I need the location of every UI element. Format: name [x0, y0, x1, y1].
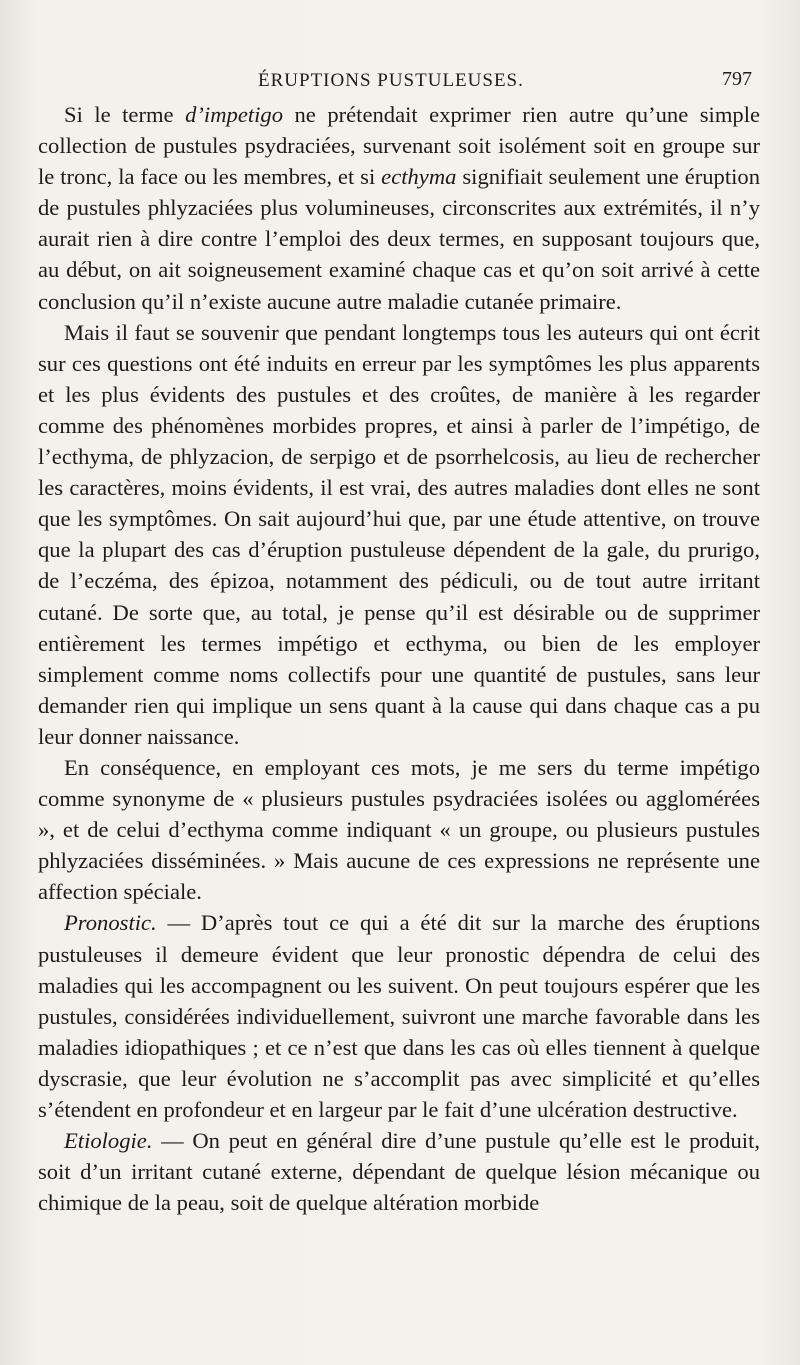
paragraph-etiology — [38, 1125, 760, 1218]
paragraph-prognosis — [38, 907, 760, 1125]
italic-term: d’impetigo — [185, 102, 283, 127]
running-title: ÉRUPTIONS PUSTULEUSES. — [258, 70, 524, 91]
paragraph-consequence: En conséquence, en employant ces mots, je me sers du terme impétigo comme synonyme de « plusieurs pustules psydraciées isolées ou agglomérées », et de celui d’ecthyma comme indiquant « un groupe, ou plusieurs pustules phlyzaciées disséminées. » Mais aucune de ces expressions ne représente une affection spéciale. — [38, 754, 760, 905]
text-segment: Si le terme — [64, 102, 186, 127]
text-segment: — D’après tout ce qui a été dit sur la marche des éruptions pustuleuses il demeure évident que leur pronostic dépendra de celui des maladies qui les accompagnent ou les suivent. On peut toujours espérer que les pustules, considérées individuellement, suivront une marche favorable dans les maladies idiopathiques ; et ce n’est que dans les cas où elles tiennent à quelque dyscrasie, que leur évolution ne s’accomplit pas avec simplicité et qu’elles s’étendent en profondeur et en largeur par le fait d’une ulcération destructive. — [38, 910, 760, 1122]
page-header — [38, 68, 760, 98]
page-number: 797 — [722, 68, 752, 90]
text-segment: ne prétendait exprimer rien autre qu’une simple collection de pustules psydraciées, survenant soit isolément soit en groupe sur le tronc, la face ou les membres, et si — [38, 102, 761, 190]
section-heading-prognosis: Pronostic. — [64, 910, 157, 936]
section-heading-etiology: Etiologie. — [64, 1128, 153, 1154]
text-segment: — On peut en général dire d’une pustule qu’elle est le produit, soit d’un irritant cutané externe, dépendant de quelque lésion mécanique ou chimique de la peau, soit de quelque altération morbide — [38, 1128, 760, 1216]
paragraph-impetigo-ecthyma — [38, 99, 760, 317]
text-segment: signifiait seulement une éruption de pustules phlyzaciées plus volumineuses, circonscrites aux extrémités, il n’y aurait rien à dire contre l’emploi des deux termes, en supposant toujours que, au début, on ait soigneusement examiné chaque cas et qu’on soit arrivé à cette conclusion qu’il n’existe aucune autre maladie cutanée primaire. — [38, 164, 760, 314]
italic-term: ecthyma — [381, 164, 457, 190]
body-text — [38, 99, 760, 1218]
paragraph-historical-error: Mais il faut se souvenir que pendant longtemps tous les auteurs qui ont écrit sur ces questions ont été induits en erreur par les symptômes les plus apparents et les plus évidents des pustules et des croûtes, de manière à les regarder comme des phénomènes morbides propres, et ainsi à parler de l’impétigo, de l’ecthyma, de phlyzacion, de serpigo et de psorrhelcosis, au lieu de rechercher les caractères, moins évidents, il est vrai, des autres maladies dont elles ne sont que les symptômes. On sait aujourd’hui que, par une étude attentive, on trouve que la plupart des cas d’éruption pustuleuse dépendent de la gale, du prurigo, de l’eczéma, des épizoa, notamment des pédiculi, ou de tout autre irritant cutané. De sorte que, au total, je pense qu’il est désirable ou de supprimer entièrement les termes impétigo et ecthyma, ou bien de les employer simplement comme noms collectifs pour une quantité de pustules, sans leur demander rien qui implique un sens quant à la cause qui dans chaque cas a pu leur donner naissance. — [38, 319, 760, 749]
